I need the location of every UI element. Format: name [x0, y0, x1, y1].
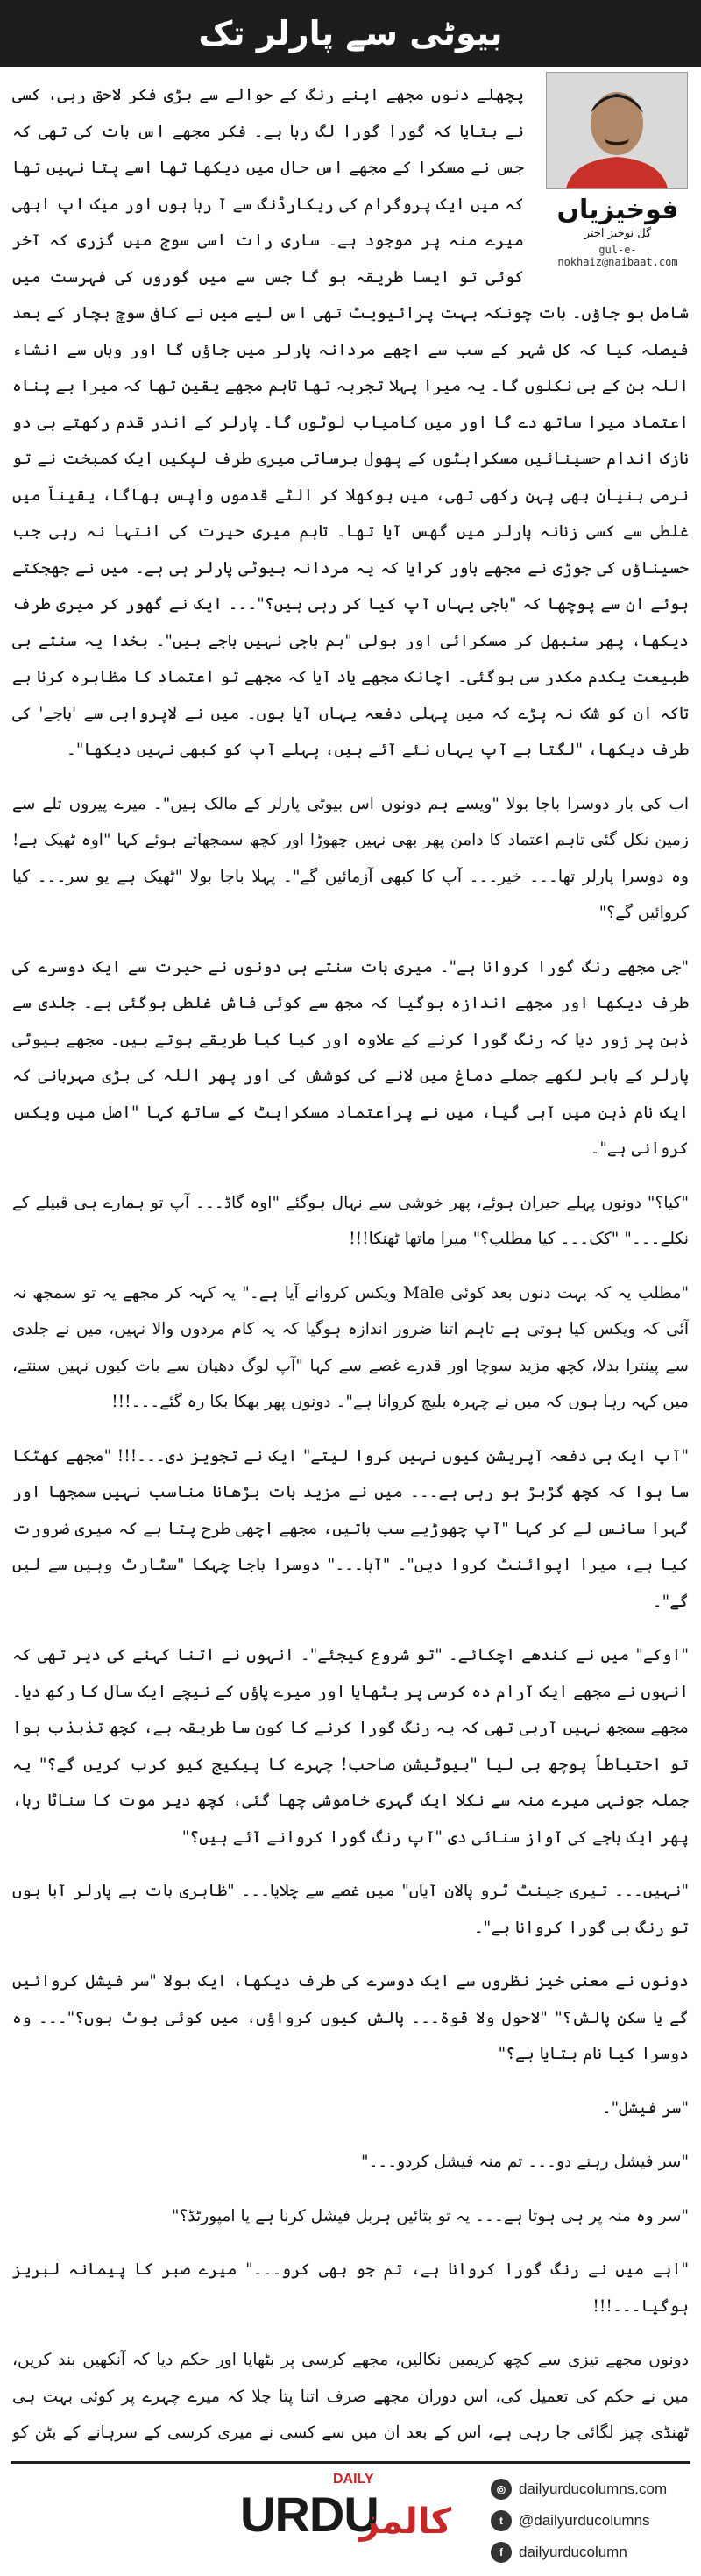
twitter-icon: t [491, 2510, 512, 2531]
paragraph: "سر فیشل"۔ [601, 2098, 689, 2118]
paragraph: "آپ ایک ہی دفعہ آپریشن کیوں نہیں کروا لیتے" ایک نے تجویز دی۔۔۔!!! "مجھے کھٹکا سا ہوا کہ کچھ گڑبڑ ہو رہی ہے۔۔۔ میں نے مزید بات بڑھانا مناسب نہیں سمجھا اور گہرا سانس لے کر کہا "آپ چھوڑیے سب باتیں، مجھے اچھی طرح پتا ہے کہ میری ضرورت کیا ہے، میرا اپوائنٹ کروا دیں"۔ "آہا۔۔۔" دوسرا باجا چہکا "سٹارٹ وہیں سے لیں گے"۔ [12, 1446, 689, 1611]
paragraph: پچھلے دنوں مجھے اپنے رنگ کے حوالے سے بڑی فکر لاحق رہی، کسی نے بتایا کہ گورا گورا لگ رہا ہے۔ فکر مجھے اس بات کی تھی کہ جس نے مسکرا کے مجھے اس حال میں دیکھا تھا اسے پتا نہیں تھا کہ میں ایک پروگرام کی ریکارڈنگ سے آ رہا ہوں اور میک اپ ابھی میرے منہ پر موجود ہے۔ ساری رات اسی سوچ میں گزری کہ آخر کوئی تو ایسا طریقہ ہو گا جس سے میں گوروں کی فہرست میں شامل ہو جاؤں۔ بات چونکہ بہت پرائیویٹ تھی اس لیے میں نے کافی سوچ بچار کے بعد فیصلہ کیا کہ کل شہر کے سب سے اچھے مردانہ پارلر میں جاؤں گا اور وہاں سے انشاء اللہ بن کے ہی نکلوں گا۔ یہ میرا پہلا تجربہ تھا تاہم مجھے یقین تھا کہ میرا بے پناہ اعتماد میرا ساتھ دے گا اور میں کامیاب لوٹوں گا۔ پارلر کے اندر قدم رکھتے ہی دو نازک اندام حسینائیں مسکراہٹوں کے پھول برساتی میری طرف لپکیں ایک کمبخت نے تو نرمی بنیان بھی پہن رکھی تھی، میں بوکھلا کر الٹے قدموں واپس بھاگا، یقیناً میں غلطی سے کسی زنانہ پارلر میں گھس آیا تھا۔ تاہم میری حیرت کی انتہا نہ رہی جب حسیناؤں کی جوڑی نے مجھے باور کرایا کہ یہ مردانہ بیوٹی پارلر ہی ہے۔ میں نے جھجکتے ہوئے ان سے پوچھا کہ "باجی یہاں آپ کیا کر رہی ہیں؟"۔۔۔ ایک نے گھور کر میری طرف دیکھا، پھر سنبھل کر مسکرائی اور بولی "ہم باجی نہیں باجے ہیں"۔ بخدا یہ سنتے ہی طبیعت یکدم مکدر سی ہوگئی۔ اچانک مجھے یاد آیا کہ مجھے تو اعتماد کا مظاہرہ کرنا ہے تاکہ ان کو شک نہ پڑے کہ میں پہلی دفعہ یہاں آیا ہوں۔ میں نے لاپرواہی سے 'باجے' کی طرف دیکھا، "لگتا ہے آپ یہاں نئے آئے ہیں، پہلے آپ کو کبھی نہیں دیکھا"۔ [12, 86, 689, 759]
paragraph: "کیا؟" دونوں پہلے حیران ہوئے، پھر خوشی سے نہال ہوگئے "اوہ گاڈ۔۔۔ آپ تو ہمارے ہی قبیلے کے نکلے۔۔۔" "کک۔۔۔ کیا مطلب؟" میرا ماتھا ٹھنکا!!! [12, 1193, 689, 1248]
social-link-twitter[interactable] [491, 2505, 692, 2537]
globe-icon: ◎ [491, 2479, 512, 2500]
logo-daily-text: DAILY [333, 2472, 374, 2487]
twitter-handle[interactable]: @dailyurducolumns [519, 2512, 650, 2529]
facebook-handle[interactable]: dailyurducolumn [519, 2544, 627, 2560]
author-email[interactable]: gul-e-nokhaiz@naibaat.com [557, 244, 678, 268]
social-link-website[interactable] [491, 2473, 692, 2505]
paragraph: "اوکے" میں نے کندھے اچکائے۔ "تو شروع کیجئے"۔ انہوں نے اتنا کہنے کی دیر تھی کہ انہوں نے مجھے ایک آرام دہ کرسی پر بٹھایا اور میرے پاؤں کے نیچے ایک سال کا رکھ دیا۔ مجھے سمجھ نہیں آرہی تھی کہ یہ رنگ گورا کرنے کا کون سا طریقہ ہے، کچھ تذبذب ہوا تو احتیاطاً پوچھ ہی لیا "بیوٹیشن صاحب! چہرے کا پیکیج کیو کرب کریں گے؟" یہ جملہ جونہی میرے منہ سے نکلا ایک گہری خاموشی چھا گئی، کچھ دیر موت کا سناٹا رہا، پھر ایک باجے کی آواز سنائی دی "آپ رنگ گورا کروانے آئے ہیں؟" [12, 1646, 689, 1847]
paragraph: دونوں نے معنی خیز نظروں سے ایک دوسرے کی طرف دیکھا، ایک بولا "سر فیشل کروائیں گے یا سکن پالش؟" "لاحول ولا قوۃ۔۔۔ پالش کیوں کرواؤں، میں کوئی بوٹ ہوں؟"۔۔۔ وہ دوسرا کیا نام بتایا ہے؟" [12, 1972, 689, 2063]
paragraph: "ابے میں نے رنگ گورا کروانا ہے، تم جو بھی کرو۔۔۔" میرے صبر کا پیمانہ لبریز ہوگیا۔۔۔!!! [12, 2260, 689, 2316]
footer-divider [11, 2461, 690, 2464]
facebook-icon: f [491, 2542, 512, 2563]
author-subtitle: گل نوخیز اختر [584, 227, 652, 240]
site-logo[interactable] [228, 2470, 473, 2568]
article-body [12, 77, 689, 2448]
logo-urdu-text: URDU [240, 2487, 379, 2542]
article-title: بیوٹی سے پارلر تک [198, 14, 503, 53]
paragraph: "جی مجھے رنگ گورا کروانا ہے"۔ میری بات سنتے ہی دونوں نے حیرت سے ایک دوسرے کی طرف دیکھا اور مجھے اندازہ ہوگیا کہ مجھ سے کوئی فاش غلطی ہوگئی ہے۔ جلدی سے ذہن پر زور دیا کہ رنگ گورا کرنے کے علاوہ اور کیا کیا طریقے ہوتے ہیں۔ مجھے بیوٹی پارلر کے باہر لکھے جملے دماغ میں لانے کی کوشش کی اور پھر اللہ کی بڑی مہربانی کہ ایک نام ذہن میں آہی گیا، میں نے پراعتماد مسکراہٹ کے ساتھ کہا "اصل میں ویکس کروانی ہے"۔ [12, 957, 689, 1158]
paragraph: اب کی بار دوسرا باجا بولا "ویسے ہم دونوں اس بیوٹی پارلر کے مالک ہیں"۔ میرے پیروں تلے سے زمین نکل گئی تاہم اعتماد کا دامن پھر بھی نہیں چھوڑا اور کچھ سمجھاتے ہوئے کہا "اوہ ٹھیک ہے! وہ دوسرا پارلر تھا۔۔۔ خیر۔۔۔ آپ کا کبھی آزمائیں گے"۔ پہلا باجا بولا "ٹھیک ہے یو سر۔۔۔ کیا کروائیں گے؟" [12, 794, 689, 922]
paragraph: دونوں مجھے تیزی سے کچھ کریمیں نکالیں، مجھے کرسی پر بٹھایا اور حکم دیا کہ آنکھیں بند کریں، میں نے حکم کی تعمیل کی، اس دوران مجھے صرف اتنا پتا چلا کہ میرے چہرے پر کوئی بہت ہی ٹھنڈی چیز لگائی جا رہی ہے، اس کے بعد ان میں سے کسی نے میری کرسی کے سرہانے کے بٹن کو [12, 2351, 689, 2442]
title-banner [0, 0, 701, 67]
paragraph: "سر وہ منہ پر ہی ہوتا ہے۔۔۔ یہ تو بتائیں ہربل فیشل کرنا ہے یا امپورٹڈ؟" [171, 2206, 689, 2225]
logo-columns-text: کالمز [359, 2501, 451, 2542]
footer [0, 2461, 701, 2576]
social-links [491, 2473, 692, 2568]
website-url[interactable]: dailyurducolumns.com [519, 2480, 668, 2497]
social-link-facebook[interactable] [491, 2537, 692, 2568]
author-name: فوخیزیاں [556, 195, 679, 225]
paragraph: "نہیں۔۔۔ تیری جینٹ ٹرو پالان آیاں" میں غصے سے چلایا۔۔۔ "ظاہری بات ہے پارلر آیا ہوں تو رنگ ہی گورا کروانا ہے"۔ [12, 1882, 689, 1937]
paragraph: "سر فیشل رہنے دو۔۔۔ تم منہ فیشل کردو۔۔۔" [360, 2153, 689, 2171]
paragraph: "مطلب یہ کہ بہت دنوں بعد کوئی Male ویکس کروانے آیا ہے۔" یہ کہہ کر مجھے یہ تو سمجھ نہ آئی کہ ویکس کیا ہوتی ہے تاہم اتنا ضرور اندازہ ہوگیا کہ یہ کام مردوں والا نہیں، میں نے جلدی سے پینترا بدلا، کچھ مزید سوچا اور قدرے غصے سے کہا "آپ لوگ دھیان سے بات کیوں نہیں سنتے، میں کہہ رہا ہوں کہ میں نے چہرہ بلیچ کروانا ہے"۔ دونوں پھر بھکا بکا رہ گئے۔۔۔!!! [12, 1283, 689, 1411]
author-spacer [524, 77, 689, 280]
